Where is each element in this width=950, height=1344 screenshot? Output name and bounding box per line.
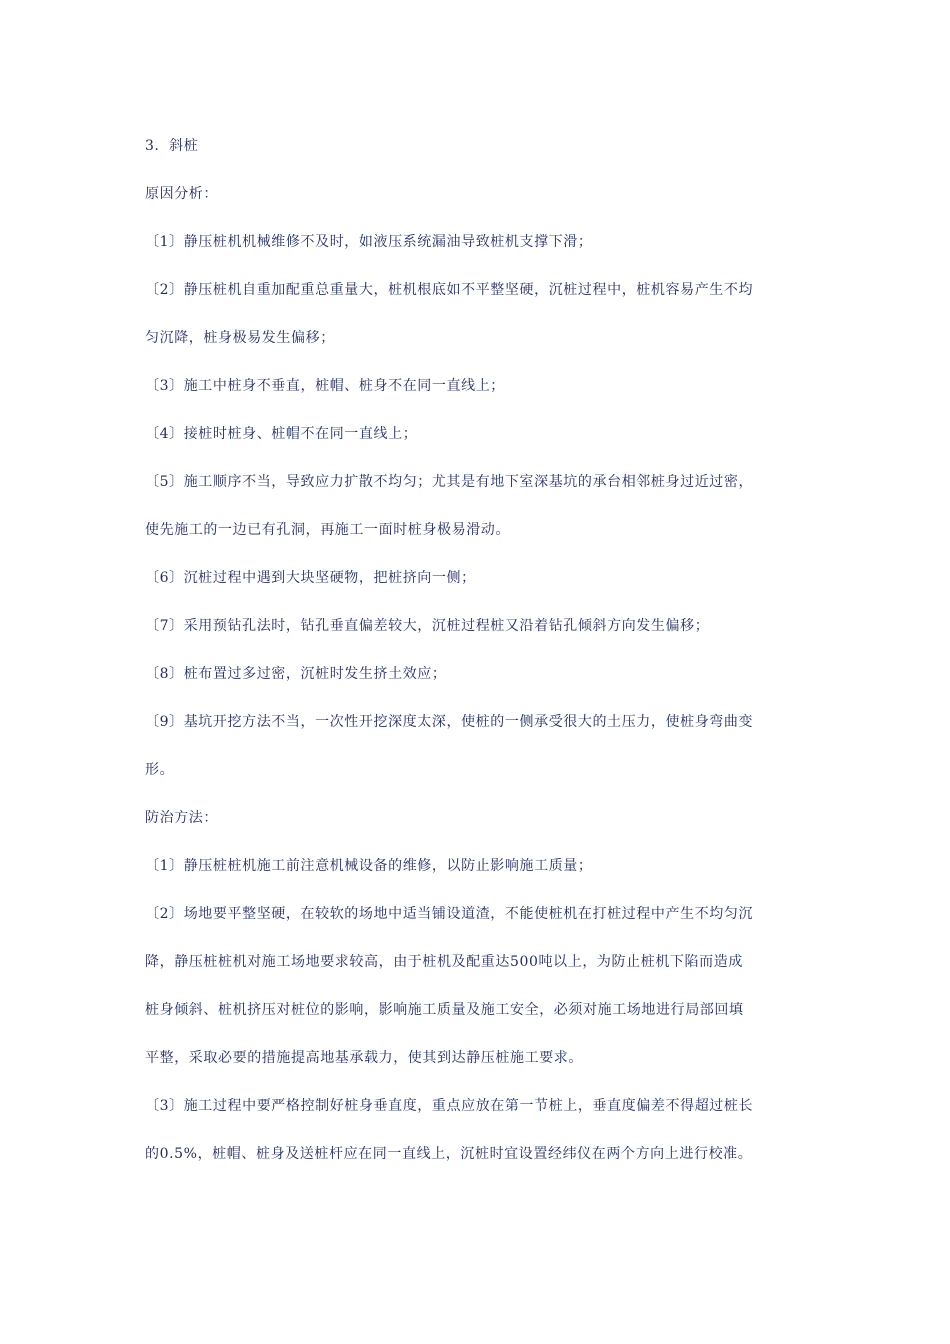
cause-item-2-line-1: 〔2〕静压桩机自重加配重总重量大，桩机根底如不平整坚硬，沉桩过程中，桩机容易产生不均 — [145, 282, 754, 298]
cause-item-7: 〔7〕采用预钻孔法时，钻孔垂直偏差较大，沉桩过程桩又沿着钻孔倾斜方向发生偏移； — [145, 618, 710, 634]
prevention-item-2-line-4: 平整，采取必要的措施提高地基承载力，使其到达静压桩施工要求。 — [145, 1050, 583, 1066]
section-heading: 3．斜桩 — [145, 138, 199, 154]
cause-item-9-line-1: 〔9〕基坑开挖方法不当，一次性开挖深度太深，使桩的一侧承受很大的土压力，使桩身弯曲变 — [145, 714, 754, 730]
cause-item-5-line-2: 使先施工的一边已有孔洞，再施工一面时桩身极易滑动。 — [145, 522, 510, 538]
cause-item-2-line-2: 匀沉降，桩身极易发生偏移； — [145, 330, 335, 346]
cause-item-9-line-2: 形。 — [145, 762, 175, 778]
cause-item-6: 〔6〕沉桩过程中遇到大块坚硬物，把桩挤向一侧； — [145, 570, 476, 586]
cause-item-4: 〔4〕接桩时桩身、桩帽不在同一直线上； — [145, 426, 418, 442]
cause-item-8: 〔8〕桩布置过多过密，沉桩时发生挤土效应； — [145, 666, 447, 682]
prevention-heading: 防治方法： — [145, 810, 218, 826]
prevention-item-3-line-2: 的0.5%，桩帽、桩身及送桩杆应在同一直线上，沉桩时宜设置经纬仪在两个方向上进行校准。 — [145, 1146, 753, 1162]
cause-item-1: 〔1〕静压桩机机械维修不及时，如液压系统漏油导致桩机支撑下滑； — [145, 234, 593, 250]
cause-analysis-heading: 原因分析： — [145, 186, 218, 202]
cause-item-5-line-1: 〔5〕施工顺序不当，导致应力扩散不均匀；尤其是有地下室深基坑的承台相邻桩身过近过密， — [145, 474, 754, 490]
document-body — [145, 122, 810, 1178]
prevention-item-2-line-3: 桩身倾斜、桩机挤压对桩位的影响，影响施工质量及施工安全，必须对施工场地进行局部回填 — [145, 1002, 744, 1018]
cause-item-3: 〔3〕施工中桩身不垂直，桩帽、桩身不在同一直线上； — [145, 378, 505, 394]
prevention-item-2-line-1: 〔2〕场地要平整坚硬，在较软的场地中适当铺设道渣，不能使桩机在打桩过程中产生不均匀沉 — [145, 906, 754, 922]
prevention-item-3-line-1: 〔3〕施工过程中要严格控制好桩身垂直度，重点应放在第一节桩上，垂直度偏差不得超过桩长 — [145, 1098, 754, 1114]
prevention-item-2-line-2: 降，静压桩桩机对施工场地要求较高，由于桩机及配重达500吨以上，为防止桩机下陷而造成 — [145, 954, 743, 970]
prevention-item-1: 〔1〕静压桩桩机施工前注意机械设备的维修，以防止影响施工质量； — [145, 858, 593, 874]
